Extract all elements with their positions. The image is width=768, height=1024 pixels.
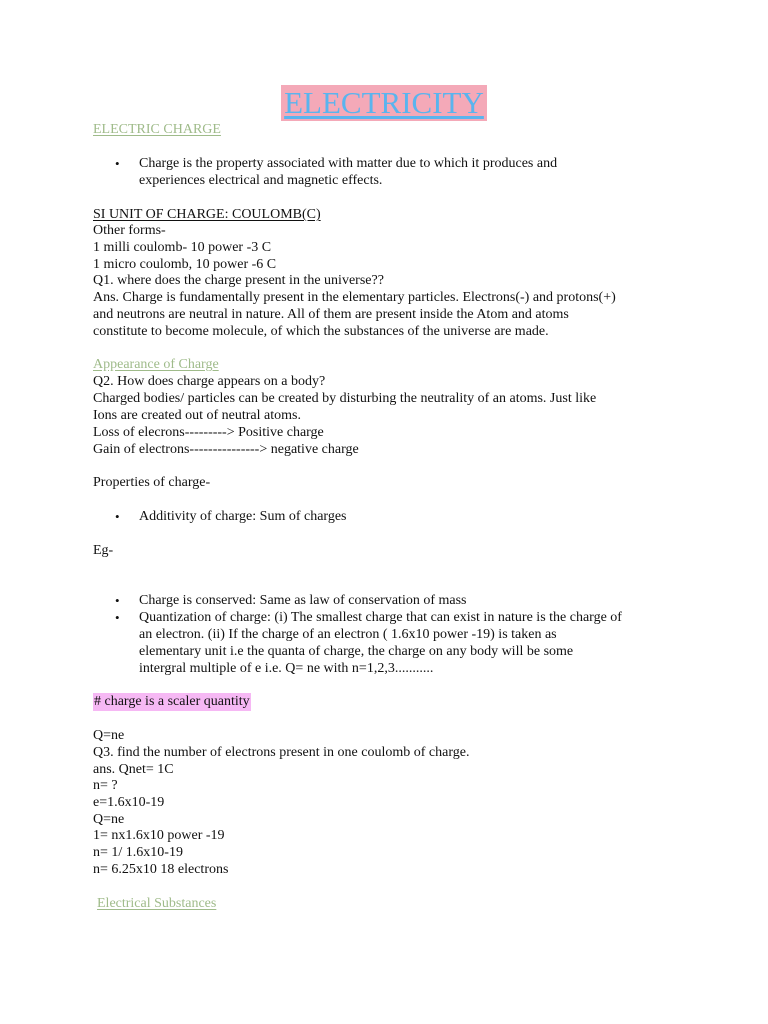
bullet-quantization-line4: intergral multiple of e i.e. Q= ne with n=1,2,3........... <box>139 661 434 676</box>
answer-1-line1: Ans. Charge is fundamentally present in the elementary particles. Electrons(-) and protons(+) <box>93 290 616 305</box>
q-equals-ne-1: Q=ne <box>93 728 125 743</box>
n-equation: n= 1/ 1.6x10-19 <box>93 845 183 860</box>
e-value: e=1.6x10-19 <box>93 795 165 810</box>
answer-2-line1: Charged bodies/ particles can be created by disturbing the neutrality of an atoms. Just like <box>93 391 597 406</box>
bullet-additivity: Additivity of charge: Sum of charges <box>139 509 347 524</box>
heading-appearance-of-charge: Appearance of Charge <box>93 357 219 372</box>
question-3: Q3. find the number of electrons present in one coulomb of charge. <box>93 745 470 760</box>
heading-electric-charge: ELECTRIC CHARGE <box>93 122 221 137</box>
milli-coulomb: 1 milli coulomb- 10 power -3 C <box>93 240 272 255</box>
answer-1-line3: constitute to become molecule, of which the substances of the universe are made. <box>93 324 549 339</box>
question-1: Q1. where does the charge present in the universe?? <box>93 273 384 288</box>
page-title: ELECTRICITY <box>281 85 487 121</box>
n-unknown: n= ? <box>93 778 118 793</box>
title-wrap <box>0 85 768 121</box>
answer-1-line2: and neutrons are neutral in nature. All of them are present inside the Atom and atoms <box>93 307 569 322</box>
answer-qnet: ans. Qnet= 1C <box>93 762 174 777</box>
scaler-note-highlight: # charge is a scaler quantity <box>94 694 250 709</box>
one-equation: 1= nx1.6x10 power -19 <box>93 828 225 843</box>
bullet-charge-definition-line1: Charge is the property associated with matter due to which it produces and <box>139 156 558 171</box>
question-2: Q2. How does charge appears on a body? <box>93 374 326 389</box>
bullet-quantization-line2: an electron. (ii) If the charge of an electron ( 1.6x10 power -19) is taken as <box>139 627 557 642</box>
example-label: Eg- <box>93 543 114 558</box>
bullet-symbol: • <box>115 509 120 524</box>
answer-2-line2: Ions are created out of neutral atoms. <box>93 408 301 423</box>
heading-electrical-substances: Electrical Substances <box>97 896 217 911</box>
si-unit-heading: SI UNIT OF CHARGE: COULOMB(C) <box>93 207 321 222</box>
bullet-quantization-line1: Quantization of charge: (i) The smallest charge that can exist in nature is the charge of <box>139 610 622 625</box>
micro-coulomb: 1 micro coulomb, 10 power -6 C <box>93 257 277 272</box>
bullet-quantization-line3: elementary unit i.e the quanta of charge, the charge on any body will be some <box>139 644 574 659</box>
q-equals-ne-2: Q=ne <box>93 812 125 827</box>
scaler-note-row <box>93 693 251 710</box>
bullet-conserved: Charge is conserved: Same as law of conservation of mass <box>139 593 467 608</box>
bullet-symbol: • <box>115 610 120 625</box>
gain-of-electrons: Gain of electrons---------------> negative charge <box>93 442 359 457</box>
bullet-charge-definition-line2: experiences electrical and magnetic effects. <box>139 173 383 188</box>
other-forms: Other forms- <box>93 223 166 238</box>
bullet-symbol: • <box>115 156 120 171</box>
n-result: n= 6.25x10 18 electrons <box>93 862 229 877</box>
loss-of-electrons: Loss of elecrons---------> Positive charge <box>93 425 324 440</box>
bullet-symbol: • <box>115 593 120 608</box>
properties-of-charge: Properties of charge- <box>93 475 211 490</box>
